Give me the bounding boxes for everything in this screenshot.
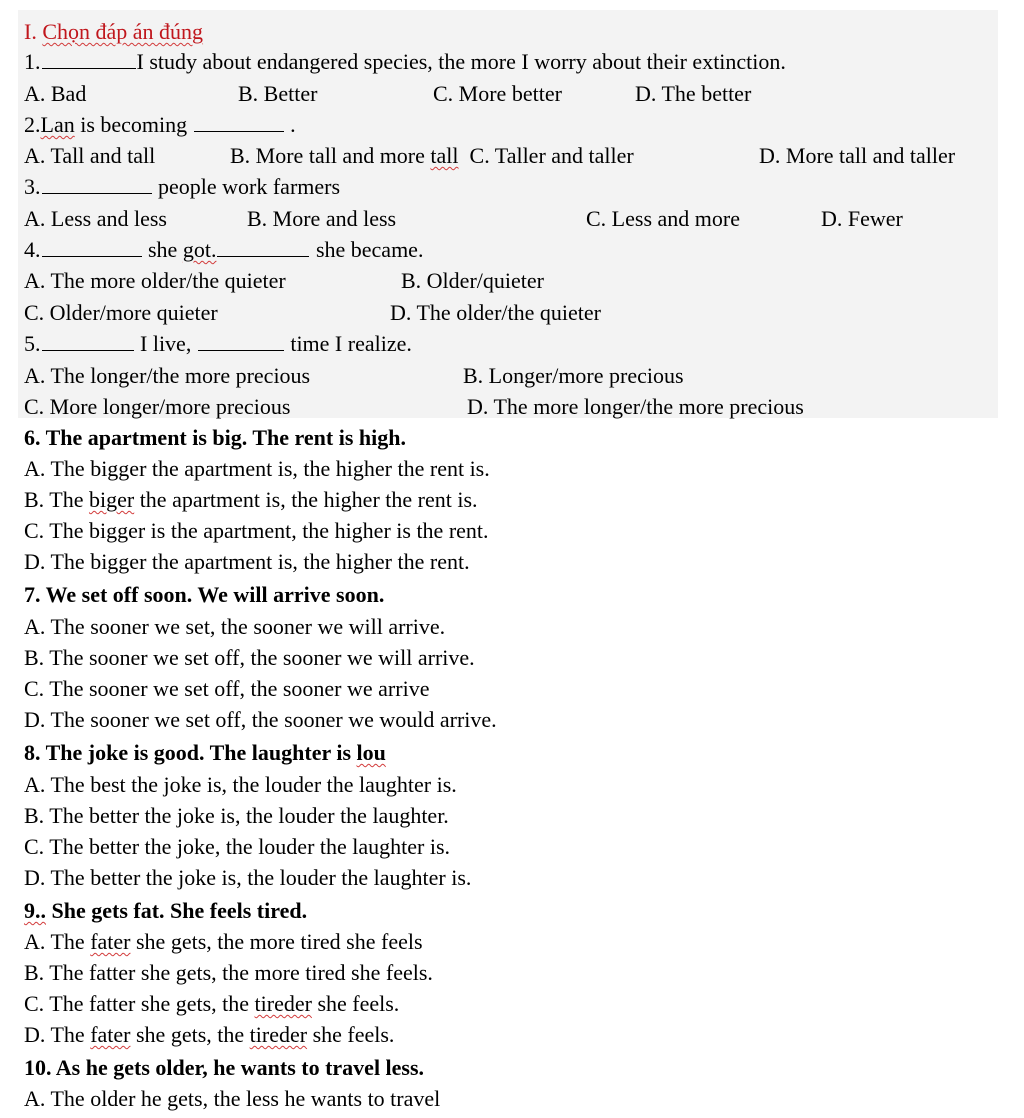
question-5-options-ab (24, 361, 924, 391)
option-b: B. The fatter she gets, the more tired she feels. (24, 960, 433, 985)
option-d: D. The bigger the apartment is, the higher the rent. (24, 549, 470, 574)
question-3: 3. people work farmers (24, 174, 341, 199)
question-5: 5. I live, time I realize. (24, 331, 412, 356)
question-2: 2.Lan is becoming . (24, 112, 296, 137)
answer-blank (217, 238, 309, 257)
option-b: B. The better the joke is, the louder the laughter. (24, 803, 449, 828)
question-4-options-ab (24, 266, 724, 296)
question-1: 1. I study about endangered species, the more I worry about their extinction. (24, 49, 786, 74)
option-c: C. Less and more (586, 206, 740, 231)
option-d: D. The more longer/the more precious (467, 394, 804, 419)
question-4-options-cd (24, 298, 724, 328)
option-c: C. More better (433, 81, 562, 106)
option-b: B. More and less (247, 206, 397, 231)
option-c: C. Older/more quieter (24, 300, 218, 325)
option-a: A. The older he gets, the less he wants to travel (24, 1086, 441, 1111)
spellcheck-word: Chọn đáp án đúng (42, 19, 204, 44)
question-2-options (24, 141, 1004, 171)
option-c: C. The sooner we set off, the sooner we arrive (24, 676, 430, 701)
option-a: A. Bad (24, 81, 87, 106)
option-c: C. The fatter she gets, the tireder she feels. (24, 991, 400, 1016)
question-1-options (24, 79, 924, 109)
option-c: C. More longer/more precious (24, 394, 291, 419)
option-b: B. Longer/more precious (463, 363, 684, 388)
answer-blank (42, 332, 134, 351)
option-d: D. Fewer (821, 206, 903, 231)
option-a: A. The longer/the more precious (24, 363, 311, 388)
option-d: D. The better (635, 81, 752, 106)
option-b-c: B. More tall and more tall C. Taller and taller (230, 143, 634, 168)
option-d: D. More tall and taller (759, 143, 956, 168)
question-10: 10. As he gets older, he wants to travel less. (24, 1055, 425, 1080)
question-9: 9.. She gets fat. She feels tired. (24, 898, 308, 923)
option-a: A. The fater she gets, the more tired she feels (24, 929, 423, 954)
question-6: 6. The apartment is big. The rent is high. (24, 425, 407, 450)
option-b: B. Better (238, 81, 318, 106)
option-d: D. The fater she gets, the tireder she feels. (24, 1022, 395, 1047)
option-b: B. The biger the apartment is, the higher the rent is. (24, 487, 478, 512)
answer-blank (42, 238, 142, 257)
option-a: A. Tall and tall (24, 143, 156, 168)
option-a: A. Less and less (24, 206, 167, 231)
answer-blank (42, 50, 136, 69)
question-8: 8. The joke is good. The laughter is lou (24, 740, 386, 765)
section-title: I. Chọn đáp án đúng (24, 19, 204, 44)
answer-blank (198, 332, 284, 351)
option-c: C. The bigger is the apartment, the higher is the rent. (24, 518, 489, 543)
option-b: B. Older/quieter (401, 268, 544, 293)
option-b: B. The sooner we set off, the sooner we will arrive. (24, 645, 475, 670)
question-4: 4. she got. she became. (24, 237, 424, 262)
option-a: A. The bigger the apartment is, the higher the rent is. (24, 456, 490, 481)
answer-blank (194, 113, 284, 132)
option-a: A. The sooner we set, the sooner we will arrive. (24, 614, 446, 639)
spellcheck-word: Lan (40, 112, 75, 137)
option-c: C. The better the joke, the louder the laughter is. (24, 834, 451, 859)
option-d: D. The better the joke is, the louder the laughter is. (24, 865, 472, 890)
option-d: D. The older/the quieter (390, 300, 601, 325)
question-3-options (24, 204, 924, 234)
question-5-options-cd (24, 392, 924, 422)
question-7: 7. We set off soon. We will arrive soon. (24, 582, 385, 607)
option-d: D. The sooner we set off, the sooner we would arrive. (24, 707, 497, 732)
answer-blank (42, 175, 152, 194)
option-a: A. The best the joke is, the louder the laughter is. (24, 772, 457, 797)
option-a: A. The more older/the quieter (24, 268, 286, 293)
